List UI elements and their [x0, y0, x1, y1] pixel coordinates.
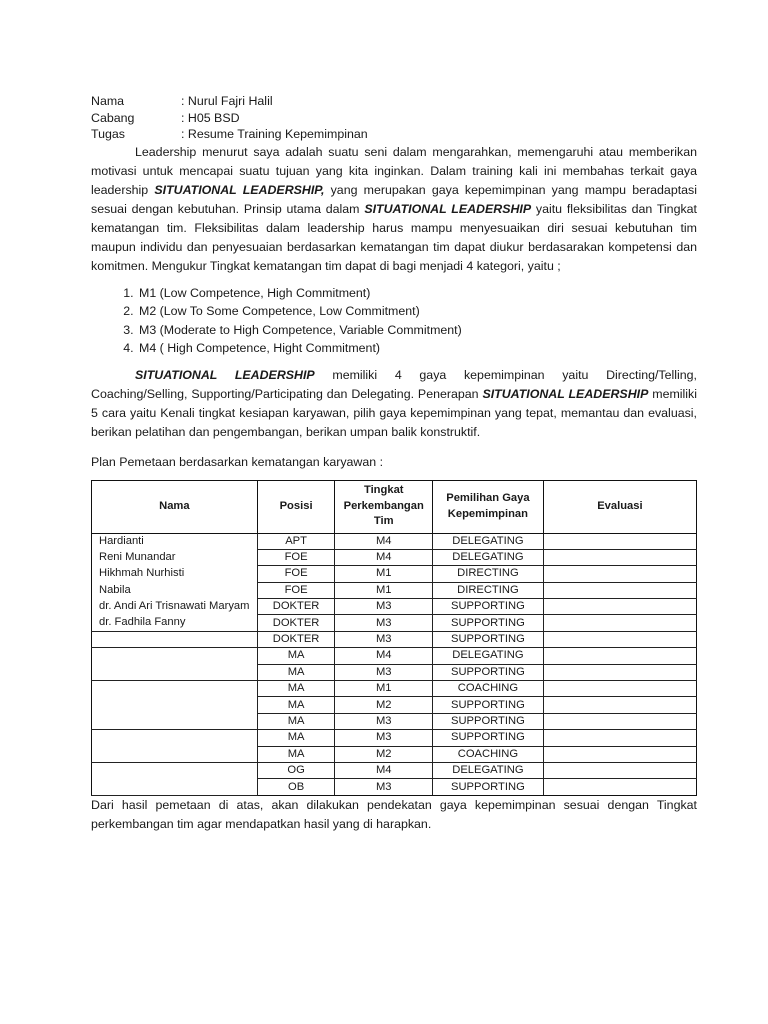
- cell-tingkat: M3: [335, 664, 433, 680]
- styles-emphasis-2: SITUATIONAL LEADERSHIP: [482, 386, 649, 401]
- cell-evaluasi: [543, 746, 696, 762]
- table-row: [92, 713, 697, 729]
- cell-evaluasi: [543, 566, 696, 582]
- cell-nama: dr. Fadhila Fanny: [92, 615, 258, 631]
- cell-gaya: SUPPORTING: [433, 713, 544, 729]
- cell-tingkat: M4: [335, 533, 433, 549]
- cell-posisi: MA: [257, 697, 335, 713]
- cell-gaya: SUPPORTING: [433, 664, 544, 680]
- maturity-level-list: [91, 284, 697, 358]
- cell-posisi: DOKTER: [257, 615, 335, 631]
- cell-evaluasi: [543, 664, 696, 680]
- styles-text-2: memiliki 5 cara yaitu Kenali tingkat kesiapan karyawan, pilih gaya kepemimpinan yang tepat, memantau dan evaluasi, berikan pelatihan dan pengembangan, berikan umpan balik konstruktif.: [91, 386, 697, 439]
- intro-text-3: yaitu fleksibilitas dan Tingkat kematangan tim. Fleksibilitas dalam leadership harus mampu menyesuaikan diri sesuai kebutuhan tim maupun individu dan penyesuaian berdasarkan kematangan tim dapat diukur berdasarakan kompetensi dan komitmen. Mengukur Tingkat kematangan tim dapat di bagi menjadi 4 kategori, yaitu ;: [91, 201, 697, 273]
- cell-posisi: FOE: [257, 582, 335, 598]
- intro-emphasis-2: SITUATIONAL LEADERSHIP: [364, 201, 532, 216]
- cell-gaya: DIRECTING: [433, 582, 544, 598]
- intro-paragraph: [91, 143, 697, 276]
- cell-nama: [92, 713, 258, 729]
- cell-gaya: SUPPORTING: [433, 615, 544, 631]
- cell-posisi: MA: [257, 746, 335, 762]
- plan-title: Plan Pemetaan berdasarkan kematangan karyawan :: [91, 454, 384, 469]
- cell-nama: Hikhmah Nurhisti: [92, 566, 258, 582]
- table-row: [92, 549, 697, 565]
- cell-posisi: MA: [257, 664, 335, 680]
- cell-nama: dr. Andi Ari Trisnawati Maryam: [92, 599, 258, 615]
- cell-posisi: MA: [257, 648, 335, 664]
- cell-posisi: MA: [257, 713, 335, 729]
- cell-tingkat: M1: [335, 566, 433, 582]
- cell-gaya: SUPPORTING: [433, 631, 544, 647]
- intro-emphasis-1: SITUATIONAL LEADERSHIP,: [154, 182, 325, 197]
- cell-tingkat: M3: [335, 730, 433, 746]
- cell-evaluasi: [543, 615, 696, 631]
- cell-nama: [92, 631, 258, 647]
- cell-evaluasi: [543, 697, 696, 713]
- table-row: [92, 533, 697, 549]
- cell-gaya: SUPPORTING: [433, 697, 544, 713]
- cell-nama: [92, 746, 258, 762]
- cell-tingkat: M2: [335, 697, 433, 713]
- cell-tingkat: M3: [335, 599, 433, 615]
- table-row: [92, 599, 697, 615]
- cell-nama: [92, 762, 258, 778]
- cell-gaya: SUPPORTING: [433, 599, 544, 615]
- cell-evaluasi: [543, 582, 696, 598]
- list-item: 1. M1 (Low Competence, High Commitment): [137, 284, 697, 303]
- cell-gaya: COACHING: [433, 681, 544, 697]
- table-row: [92, 779, 697, 795]
- header-posisi: Posisi: [257, 480, 335, 533]
- cell-nama: [92, 697, 258, 713]
- cell-tingkat: M3: [335, 779, 433, 795]
- cell-tingkat: M2: [335, 746, 433, 762]
- cell-tingkat: M4: [335, 648, 433, 664]
- header-evaluasi: Evaluasi: [543, 480, 696, 533]
- list-item: 2. M2 (Low To Some Competence, Low Commitment): [137, 302, 697, 321]
- cell-gaya: SUPPORTING: [433, 730, 544, 746]
- cell-posisi: OB: [257, 779, 335, 795]
- cell-nama: [92, 730, 258, 746]
- table-row: [92, 648, 697, 664]
- table-row: [92, 615, 697, 631]
- table-row: [92, 631, 697, 647]
- cell-posisi: APT: [257, 533, 335, 549]
- cell-evaluasi: [543, 762, 696, 778]
- intro-text-2: yang merupakan gaya kepemimpinan yang mampu beradaptasi sesuai dengan kebutuhan. Prinsip utama dalam: [91, 182, 697, 216]
- table-row: [92, 762, 697, 778]
- cell-tingkat: M1: [335, 582, 433, 598]
- cell-evaluasi: [543, 631, 696, 647]
- table-row: [92, 746, 697, 762]
- cell-gaya: DELEGATING: [433, 762, 544, 778]
- meta-tugas-row: [91, 126, 697, 143]
- cell-gaya: DELEGATING: [433, 533, 544, 549]
- cell-posisi: FOE: [257, 566, 335, 582]
- cabang-label: Cabang: [91, 110, 135, 125]
- cell-gaya: DELEGATING: [433, 549, 544, 565]
- table-row: [92, 664, 697, 680]
- cell-evaluasi: [543, 681, 696, 697]
- cell-evaluasi: [543, 599, 696, 615]
- document-page: [91, 93, 697, 834]
- cell-gaya: DELEGATING: [433, 648, 544, 664]
- cell-posisi: OG: [257, 762, 335, 778]
- table-row: [92, 582, 697, 598]
- cell-nama: [92, 779, 258, 795]
- cell-gaya: DIRECTING: [433, 566, 544, 582]
- meta-cabang-row: [91, 110, 697, 127]
- table-row: [92, 730, 697, 746]
- cell-evaluasi: [543, 779, 696, 795]
- cell-nama: [92, 664, 258, 680]
- intro-text-1: Leadership menurut saya adalah suatu seni dalam mengarahkan, memengaruhi atau memberikan motivasi untuk mencapai suatu tujuan yang kita inginkan. Dalam training kali ini membahas terkait gaya leadership: [91, 144, 697, 197]
- nama-value: : Nurul Fajri Halil: [181, 94, 273, 108]
- header-tingkat: Tingkat Perkembangan Tim: [335, 480, 433, 533]
- header-nama: Nama: [92, 480, 258, 533]
- cell-tingkat: M4: [335, 549, 433, 565]
- cell-posisi: DOKTER: [257, 631, 335, 647]
- tugas-value: : Resume Training Kepemimpinan: [181, 127, 368, 141]
- cell-tingkat: M3: [335, 615, 433, 631]
- cell-tingkat: M1: [335, 681, 433, 697]
- table-header-row: [92, 480, 697, 533]
- cell-posisi: DOKTER: [257, 599, 335, 615]
- cell-nama: [92, 648, 258, 664]
- table-row: [92, 681, 697, 697]
- meta-nama-row: [91, 93, 697, 110]
- header-gaya: Pemilihan Gaya Kepemimpinan: [433, 480, 544, 533]
- cell-evaluasi: [543, 648, 696, 664]
- list-item: 4. M4 ( High Competence, Hight Commitment): [137, 339, 697, 358]
- nama-label: Nama: [91, 94, 125, 108]
- styles-text-1: memiliki 4 gaya kepemimpinan yaitu Directing/Telling, Coaching/Selling, Supporting/Participating dan Delegating. Penerapan: [91, 367, 698, 401]
- cell-evaluasi: [543, 713, 696, 729]
- styles-paragraph: [91, 366, 697, 442]
- cell-gaya: COACHING: [433, 746, 544, 762]
- styles-emphasis-1: SITUATIONAL LEADERSHIP: [135, 367, 315, 382]
- cell-evaluasi: [543, 549, 696, 565]
- cell-tingkat: M3: [335, 631, 433, 647]
- table-body: [92, 533, 697, 795]
- cell-posisi: MA: [257, 730, 335, 746]
- tugas-label: Tugas: [91, 127, 125, 141]
- cell-evaluasi: [543, 730, 696, 746]
- mapping-table: [91, 480, 697, 796]
- cell-evaluasi: [543, 533, 696, 549]
- cell-nama: Nabila: [92, 582, 258, 598]
- closing-paragraph: Dari hasil pemetaan di atas, akan dilakukan pendekatan gaya kepemimpinan sesuai dengan Tingkat perkembangan tim agar mendapatkan hasil yang di harapkan.: [91, 797, 697, 831]
- list-item: 3. M3 (Moderate to High Competence, Variable Commitment): [137, 321, 697, 340]
- cell-nama: Reni Munandar: [92, 549, 258, 565]
- cell-tingkat: M3: [335, 713, 433, 729]
- cabang-value: : H05 BSD: [181, 110, 240, 125]
- table-row: [92, 697, 697, 713]
- cell-nama: Hardianti: [92, 533, 258, 549]
- cell-posisi: MA: [257, 681, 335, 697]
- cell-tingkat: M4: [335, 762, 433, 778]
- table-row: [92, 566, 697, 582]
- cell-posisi: FOE: [257, 549, 335, 565]
- cell-nama: [92, 681, 258, 697]
- cell-gaya: SUPPORTING: [433, 779, 544, 795]
